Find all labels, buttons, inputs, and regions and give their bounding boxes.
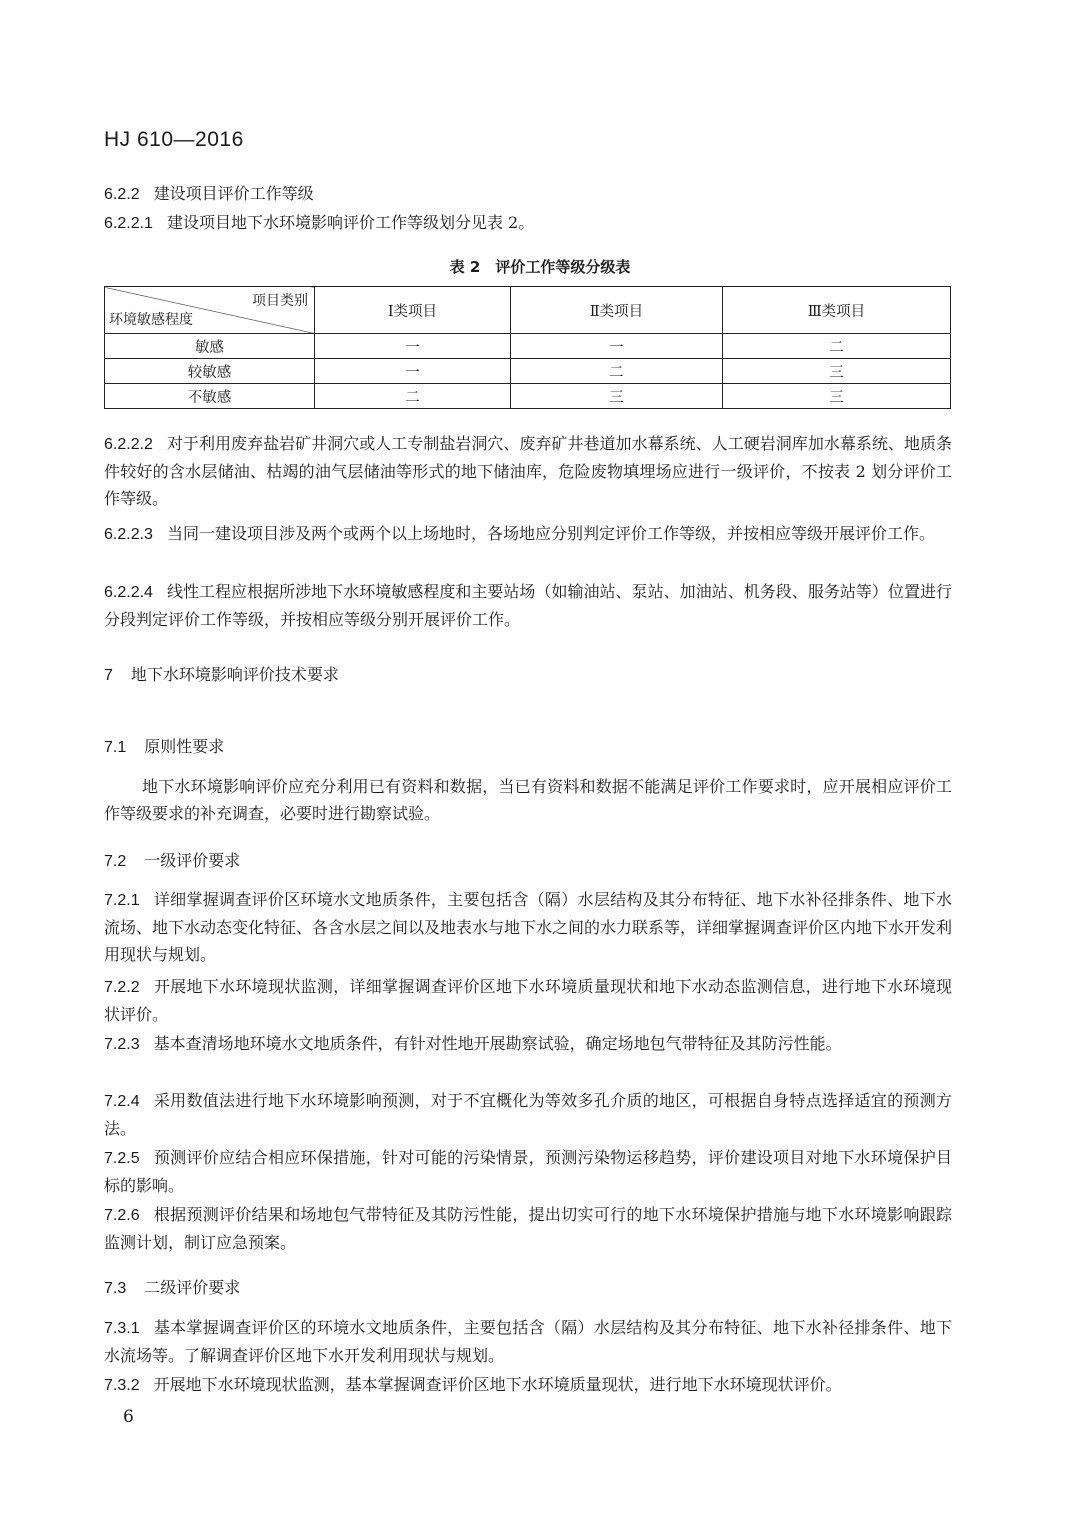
clause-text: 预测评价应结合相应环保措施，针对可能的污染情景，预测污染物运移趋势，评价建设项目对地下水环境保护目标的影响。 (104, 1148, 952, 1195)
clause-6-2-2-heading (104, 184, 314, 205)
standard-code-header: HJ 610—2016 (104, 128, 244, 151)
clause-text: 当同一建设项目涉及两个或两个以上场地时，各场地应分别判定评价工作等级，并按相应等级开展评价工作。 (166, 524, 935, 543)
clause-number: 7.2.5 (104, 1150, 140, 1167)
chapter-number: 7 (104, 667, 113, 684)
table-cell: 二 (510, 359, 722, 384)
table-row (105, 359, 951, 384)
clause-7-3-2 (104, 1371, 952, 1399)
clause-text: 采用数值法进行地下水环境影响预测，对于不宜概化为等效多孔介质的地区，可根据自身特点选择适宜的预测方法。 (104, 1091, 952, 1138)
clause-number: 6.2.2.3 (104, 526, 153, 543)
chapter-title: 地下水环境影响评价技术要求 (130, 665, 339, 684)
section-number: 7.3 (104, 1280, 127, 1297)
clause-7-2-5 (104, 1144, 952, 1199)
clause-number: 6.2.2.4 (104, 584, 153, 601)
table-cell: 一 (510, 334, 722, 359)
clause-7-2-6 (104, 1201, 952, 1256)
column-header: Ⅰ类项目 (315, 287, 511, 334)
section-7-3-heading (104, 1277, 240, 1300)
clause-text: 建设项目地下水环境影响评价工作等级划分见表 2。 (166, 213, 535, 232)
clause-number: 7.2.1 (104, 892, 140, 909)
table-cell: 一 (315, 359, 511, 384)
section-7-1-body: 地下水环境影响评价应充分利用已有资料和数据，当已有资料和数据不能满足评价工作要求时，应开展相应评价工作等级要求的补充调查，必要时进行勘察试验。 (104, 777, 952, 823)
clause-number: 7.2.6 (104, 1207, 140, 1224)
table-cell: 二 (315, 384, 511, 409)
clause-title: 建设项目评价工作等级 (153, 184, 314, 203)
clause-text: 开展地下水环境现状监测，基本掌握调查评价区地下水环境质量现状，进行地下水环境现状评价。 (153, 1375, 842, 1394)
grade-classification-table (104, 286, 951, 409)
corner-label-project-category: 项目类别 (252, 293, 308, 309)
clause-number: 6.2.2.2 (104, 436, 153, 453)
clause-7-2-4 (104, 1087, 952, 1142)
clause-text: 基本掌握调查评价区的环境水文地质条件，主要包括含（隔）水层结构及其分布特征、地下水补径排条件、地下水流场等。了解调查评价区地下水开发利用现状与规划。 (104, 1318, 952, 1365)
table-row (105, 334, 951, 359)
clause-7-2-3 (104, 1030, 952, 1058)
clause-6-2-2-1 (104, 213, 534, 234)
clause-number: 7.3.2 (104, 1377, 140, 1394)
column-header: Ⅱ类项目 (510, 287, 722, 334)
row-label: 不敏感 (105, 384, 315, 409)
clause-text: 对于利用废弃盐岩矿井洞穴或人工专制盐岩洞穴、废弃矿井巷道加水幕系统、人工硬岩洞库加水幕系统、地质条件较好的含水层储油、枯竭的油气层储油等形式的地下储油库，危险废物填埋场应进行一级评价，不按表 2 划分评价工作等级。 (104, 434, 952, 508)
clause-number: 7.2.3 (104, 1036, 140, 1053)
section-7-1-heading (104, 736, 224, 759)
chapter-7-heading (104, 664, 339, 687)
section-number: 7.1 (104, 739, 127, 756)
clause-text: 基本查清场地环境水文地质条件，有针对性地开展勘察试验，确定场地包气带特征及其防污性能。 (153, 1034, 842, 1053)
table-caption: 表 2 评价工作等级分级表 (449, 258, 631, 276)
clause-number: 7.2.4 (104, 1093, 140, 1110)
clause-text: 开展地下水环境现状监测，详细掌握调查评价区地下水环境质量现状和地下水动态监测信息，进行地下水环境现状评价。 (104, 977, 952, 1024)
section-title: 一级评价要求 (144, 851, 241, 870)
table-cell: 一 (315, 334, 511, 359)
clause-text: 线性工程应根据所涉地下水环境敏感程度和主要站场（如输油站、泵站、加油站、机务段、服务站等）位置进行分段判定评价工作等级，并按相应等级分别开展评价工作。 (104, 582, 952, 629)
diagonal-header-cell (105, 287, 315, 334)
corner-label-sensitivity: 环境敏感程度 (109, 312, 193, 328)
clause-number: 7.3.1 (104, 1320, 140, 1337)
section-title: 原则性要求 (144, 737, 225, 756)
clause-6-2-2-3 (104, 520, 952, 548)
section-title: 二级评价要求 (144, 1278, 241, 1297)
table-cell: 二 (722, 334, 950, 359)
clause-text: 根据预测评价结果和场地包气带特征及其防污性能，提出切实可行的地下水环境保护措施与地下水环境影响跟踪监测计划，制订应急预案。 (104, 1205, 952, 1252)
section-7-2-heading (104, 850, 240, 873)
table-header-row (105, 287, 951, 334)
row-label: 敏感 (105, 334, 315, 359)
clause-number: 7.2.2 (104, 979, 140, 996)
clause-6-2-2-2 (104, 430, 952, 512)
section-number: 7.2 (104, 853, 127, 870)
row-label: 较敏感 (105, 359, 315, 384)
table-cell: 三 (722, 384, 950, 409)
clause-7-2-1 (104, 886, 952, 968)
table-cell: 三 (722, 359, 950, 384)
clause-7-2-2 (104, 973, 952, 1028)
clause-text: 详细掌握调查评价区环境水文地质条件，主要包括含（隔）水层结构及其分布特征、地下水补径排条件、地下水流场、地下水动态变化特征、各含水层之间以及地表水与地下水之间的水力联系等，详细掌握调查评价区内地下水开发利用现状与规划。 (104, 890, 953, 964)
clause-7-3-1 (104, 1314, 952, 1369)
clause-6-2-2-4 (104, 578, 952, 633)
table-row (105, 384, 951, 409)
clause-number: 6.2.2.1 (104, 215, 153, 232)
column-header: Ⅲ类项目 (722, 287, 950, 334)
table-cell: 三 (510, 384, 722, 409)
page-number: 6 (123, 1407, 134, 1427)
clause-number: 6.2.2 (104, 186, 140, 203)
